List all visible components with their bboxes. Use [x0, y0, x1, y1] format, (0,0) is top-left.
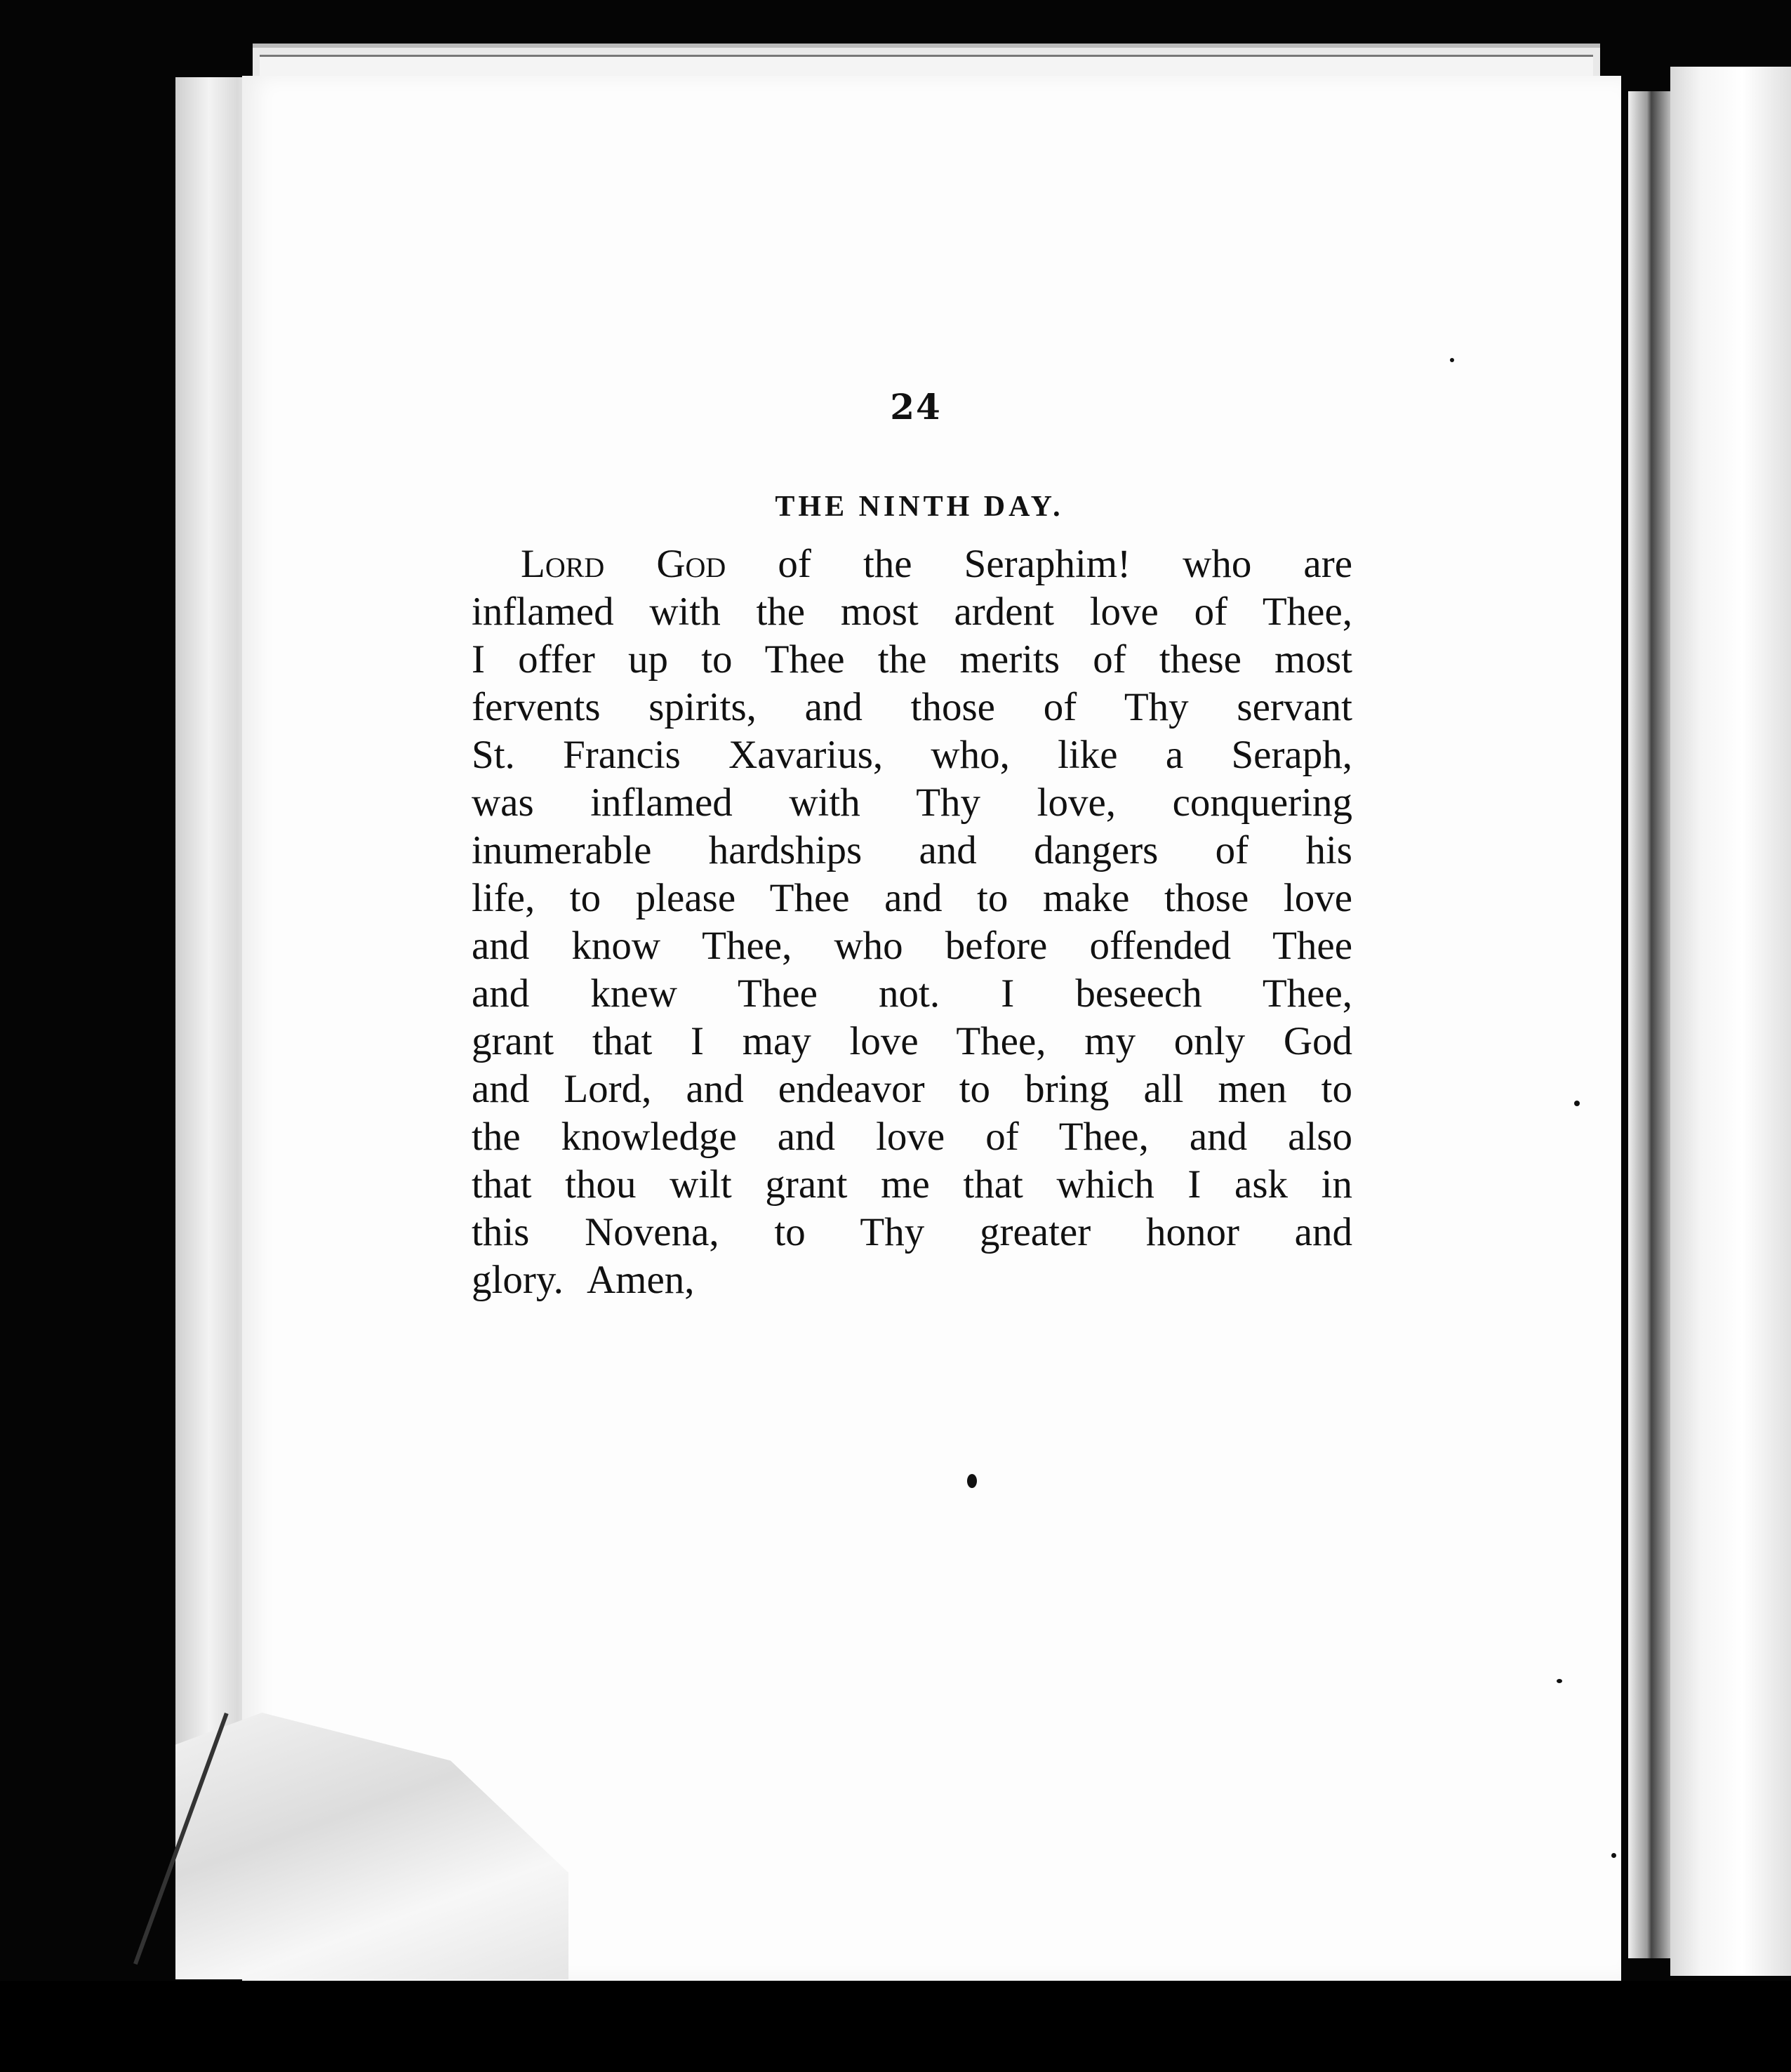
text-line: St. Francis Xavarius, who, like a Seraph,: [472, 733, 1352, 777]
ink-speck: [967, 1474, 977, 1488]
ink-speck: [1574, 1101, 1580, 1106]
text-line: this Novena, to Thy greater honor and: [472, 1210, 1352, 1254]
text-line: inflamed with the most ardent love of Thee,: [472, 590, 1352, 634]
text-line: that thou wilt grant me that which I ask in: [472, 1162, 1352, 1207]
text-line: the knowledge and love of Thee, and also: [472, 1115, 1352, 1159]
text-line: glory. Amen,: [472, 1258, 695, 1302]
text-line: and knew Thee not. I beseech Thee,: [472, 971, 1352, 1016]
lead-words: Lord God: [521, 542, 726, 586]
page-number: 24: [890, 386, 942, 427]
page-gutter-shadow: [1628, 91, 1670, 1958]
ink-speck: [1450, 358, 1454, 362]
text-line: I offer up to Thee the merits of these most: [472, 637, 1352, 682]
text-line: grant that I may love Thee, my only God: [472, 1019, 1352, 1063]
text-line: and Lord, and endeavor to bring all men to: [472, 1067, 1352, 1111]
prayer-text: [472, 540, 1352, 1304]
adjacent-page-sliver: [1670, 67, 1791, 1976]
ink-speck: [1557, 1679, 1562, 1683]
section-heading: THE NINTH DAY.: [775, 491, 1064, 523]
ink-speck: [1611, 1853, 1616, 1858]
text-line: was inflamed with Thy love, conquering: [472, 781, 1352, 825]
text-line: fervents spirits, and those of Thy servant: [472, 685, 1352, 729]
text-line: life, to please Thee and to make those love: [472, 876, 1352, 920]
text-line: Lord God of the Seraphim! who are: [521, 542, 1353, 586]
text-line: inumerable hardships and dangers of his: [472, 828, 1352, 872]
text-line: and know Thee, who before offended Thee: [472, 924, 1352, 968]
scan-background: [0, 1981, 1791, 2072]
